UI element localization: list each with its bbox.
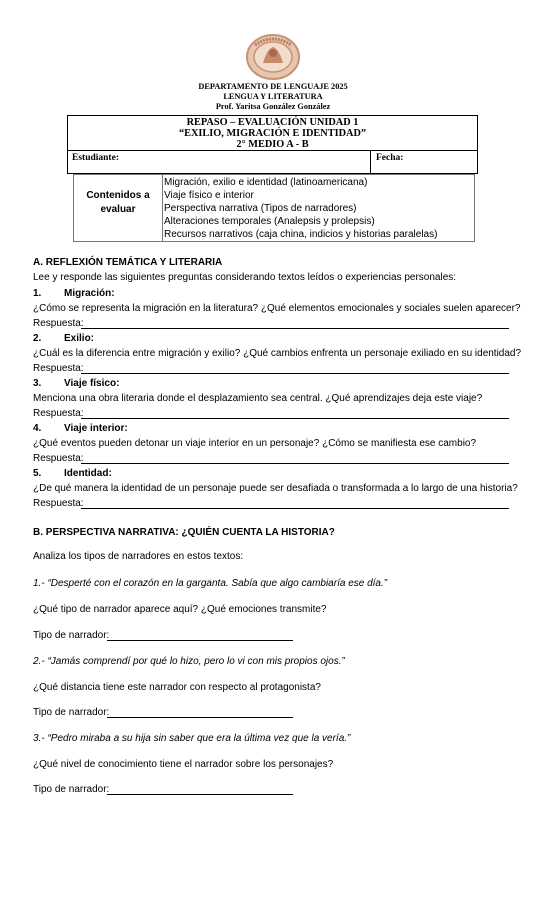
narrator-answer-line[interactable] [107,640,293,641]
narrator-quote: 3.- “Pedro miraba a su hija sin saber que era la última vez que la vería.” [33,733,351,744]
question-topic: Viaje interior: [64,423,128,434]
question-number: 3. [33,378,42,389]
date-field-label: Fecha: [376,153,404,163]
answer-label: Respuesta: [33,318,84,329]
exam-course: 2° MEDIO A - B [236,139,309,150]
narrator-quote: 2.- “Jamás comprendí por qué lo hizo, pero lo vi con mis propios ojos.” [33,656,345,667]
answer-line[interactable] [81,328,509,329]
question-text: Menciona una obra literaria donde el desplazamiento sea central. ¿Qué aprendizajes deja este viaje? [33,393,483,404]
answer-label: Respuesta: [33,363,84,374]
question-number: 4. [33,423,42,434]
question-text: ¿Cuál es la diferencia entre migración y exilio? ¿Qué cambios enfrenta un personaje exiliado en su identidad? [33,348,522,359]
contents-label-line1: Contenidos a [86,190,150,201]
answer-label: Respuesta: [33,453,84,464]
contents-label-cell [74,175,163,241]
exam-title: REPASO – EVALUACIÓN UNIDAD 1 [186,117,359,128]
question-number: 5. [33,468,42,479]
content-item: Migración, exilio e identidad (latinoamericana) [164,177,368,188]
narrator-question: ¿Qué distancia tiene este narrador con respecto al protagonista? [33,682,321,693]
answer-line[interactable] [81,418,509,419]
section-b-title: B. PERSPECTIVA NARRATIVA: ¿QUIÉN CUENTA LA HISTORIA? [33,527,335,538]
exam-unit-title: “EXILIO, MIGRACIÓN E IDENTIDAD” [178,128,367,139]
exam-header-table [67,115,478,174]
narrator-label: Tipo de narrador: [33,630,110,641]
section-b-instructions: Analiza los tipos de narradores en estos textos: [33,551,244,562]
answer-line[interactable] [81,373,509,374]
question-number: 1. [33,288,42,299]
narrator-label: Tipo de narrador: [33,784,110,795]
narrator-answer-line[interactable] [107,794,293,795]
answer-line[interactable] [81,463,509,464]
question-topic: Viaje físico: [64,378,120,389]
narrator-quote: 1.- “Desperté con el corazón en la garganta. Sabía que algo cambiaría ese día.” [33,578,388,589]
section-a-title: A. REFLEXIÓN TEMÁTICA Y LITERARIA [33,257,223,268]
content-item: Viaje físico e interior [164,190,254,201]
subject-name: LENGUA Y LITERATURA [223,92,323,101]
student-date-row [68,150,477,174]
department-name: DEPARTAMENTO DE LENGUAJE 2025 [198,82,348,91]
contents-table [73,174,475,242]
question-text: ¿Qué eventos pueden detonar un viaje interior en un personaje? ¿Cómo se manifiesta ese cambio? [33,438,477,449]
teacher-name: Prof. Yaritsa González González [215,102,331,111]
question-text: ¿Cómo se representa la migración en la literatura? ¿Qué elementos emocionales y sociales suelen aparecer? [33,303,521,314]
content-item: Alteraciones temporales (Analepsis y prolepsis) [164,216,375,227]
question-topic: Identidad: [64,468,112,479]
school-logo [245,33,301,81]
narrator-question: ¿Qué nivel de conocimiento tiene el narrador sobre los personajes? [33,759,334,770]
contents-label [74,189,162,217]
content-item: Perspectiva narrativa (Tipos de narradores) [164,203,357,214]
question-topic: Migración: [64,288,115,299]
answer-label: Respuesta: [33,408,84,419]
answer-label: Respuesta: [33,498,84,509]
question-number: 2. [33,333,42,344]
narrator-label: Tipo de narrador: [33,707,110,718]
narrator-question: ¿Qué tipo de narrador aparece aquí? ¿Qué emociones transmite? [33,604,327,615]
narrator-answer-line[interactable] [107,717,293,718]
answer-line[interactable] [81,508,509,509]
student-field-label: Estudiante: [72,153,119,163]
section-a-instructions: Lee y responde las siguientes preguntas considerando textos leídos o experiencias personales: [33,272,457,283]
contents-label-line2: evaluar [100,204,136,215]
content-item: Recursos narrativos (caja china, indicios y historias paralelas) [164,229,438,240]
question-text: ¿De qué manera la identidad de un personaje puede ser desafiada o transformada a lo largo de una historia? [33,483,518,494]
question-topic: Exilio: [64,333,95,344]
row-divider [370,151,371,174]
